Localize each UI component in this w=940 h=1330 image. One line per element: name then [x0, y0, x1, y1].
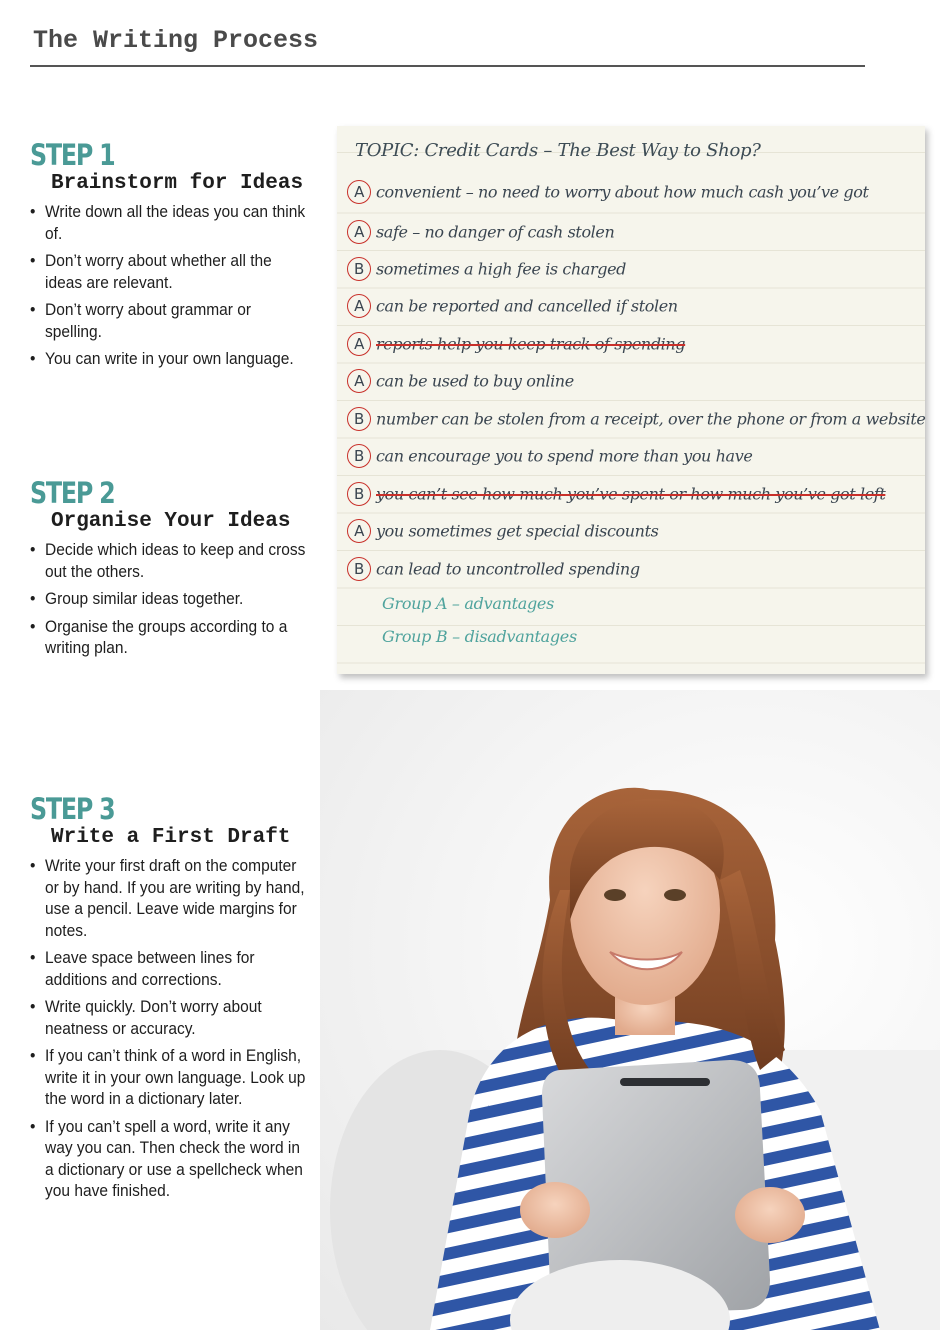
note-item: B can lead to uncontrolled spending [347, 557, 640, 583]
title-divider [30, 65, 865, 67]
bullet-item: • Write quickly. Don’t worry about neatness or accuracy. [30, 998, 262, 1038]
bullet-item: • Don’t worry about whether all the ideas are relevant. [30, 252, 272, 292]
step-2-section [30, 478, 330, 666]
group-circle-icon: B [347, 407, 371, 431]
step-3-number: STEP 3 [30, 792, 115, 826]
group-a-label: Group A – advantages [382, 594, 554, 613]
note-topic: TOPIC: Credit Cards – The Best Way to Shop? [355, 140, 761, 161]
bullet-dot-icon: • [30, 1047, 36, 1065]
step-1-number: STEP 1 [30, 138, 115, 172]
bullet-dot-icon: • [30, 1117, 36, 1136]
bullet-item: • Don’t worry about grammar or spelling. [30, 301, 252, 341]
step-2-heading: Organise Your Ideas [51, 510, 291, 533]
group-circle-icon: A [347, 294, 371, 318]
bullet-dot-icon: • [30, 949, 36, 967]
group-circle-icon: A [347, 369, 371, 393]
step-2-number: STEP 2 [30, 476, 115, 510]
bullet-dot-icon: • [30, 252, 36, 270]
note-item-crossed-out: A reports help you keep track of spending [347, 332, 685, 358]
bullet-item: • Write your first draft on the computer or by hand. If you are writing by hand, use a pencil. Leave wide margins for notes. [30, 857, 305, 940]
step-1-bullet-list [30, 202, 330, 371]
group-b-label: Group B – disadvantages [382, 627, 577, 646]
brainstorm-note-card [337, 126, 925, 674]
group-circle-icon: A [347, 180, 371, 204]
step-2-bullet-list [30, 540, 330, 660]
step-3-heading: Write a First Draft [51, 826, 291, 849]
note-item: B can encourage you to spend more than you have [347, 444, 752, 470]
note-item-crossed-out: B you can’t see how much you’ve spent or how much you’ve got left [347, 482, 885, 508]
note-item: B number can be stolen from a receipt, over the phone or from a website [347, 407, 925, 433]
bullet-dot-icon: • [30, 301, 36, 319]
bullet-dot-icon: • [30, 590, 36, 608]
note-item: B sometimes a high fee is charged [347, 257, 626, 283]
group-circle-icon: A [347, 519, 371, 543]
group-circle-icon: B [347, 557, 371, 581]
bullet-item: • Group similar ideas together. [30, 589, 310, 611]
group-circle-icon: B [347, 482, 371, 506]
group-circle-icon: B [347, 257, 371, 281]
page-title: The Writing Process [33, 26, 319, 55]
bullet-dot-icon: • [30, 998, 36, 1016]
note-item: A can be used to buy online [347, 369, 574, 395]
bullet-item: • Leave space between lines for additions and corrections. [30, 949, 255, 989]
bullet-dot-icon: • [30, 203, 36, 221]
step-3-bullet-list [30, 856, 330, 1203]
bullet-item: • If you can’t think of a word in English, write it in your own language. Look up the word in a dictionary later. [30, 1047, 306, 1108]
note-item: A can be reported and cancelled if stolen [347, 294, 678, 320]
bullet-dot-icon: • [30, 350, 36, 368]
bullet-dot-icon: • [30, 857, 36, 875]
step-1-heading: Brainstorm for Ideas [51, 172, 304, 195]
bullet-item: • If you can’t spell a word, write it any way you can. Then check the word in a dictionary or use a spellcheck when you have finished. [30, 1117, 303, 1200]
bullet-item: • You can write in your own language. [30, 349, 310, 371]
group-circle-icon: A [347, 332, 371, 356]
bullet-dot-icon: • [30, 541, 36, 559]
note-item: A you sometimes get special discounts [347, 519, 658, 545]
bullet-item: • Write down all the ideas you can think of. [30, 203, 306, 243]
bullet-item: • Decide which ideas to keep and cross out the others. [30, 541, 306, 581]
bullet-dot-icon: • [30, 617, 36, 636]
student-with-tablet-photo [320, 690, 940, 1330]
note-item: A convenient – no need to worry about how much cash you’ve got [347, 180, 869, 206]
note-item: A safe – no danger of cash stolen [347, 220, 614, 246]
bullet-item: • Organise the groups according to a writing plan. [30, 617, 288, 657]
step-3-section [30, 794, 330, 1209]
step-1-section [30, 140, 330, 377]
group-circle-icon: A [347, 220, 371, 244]
group-circle-icon: B [347, 444, 371, 468]
